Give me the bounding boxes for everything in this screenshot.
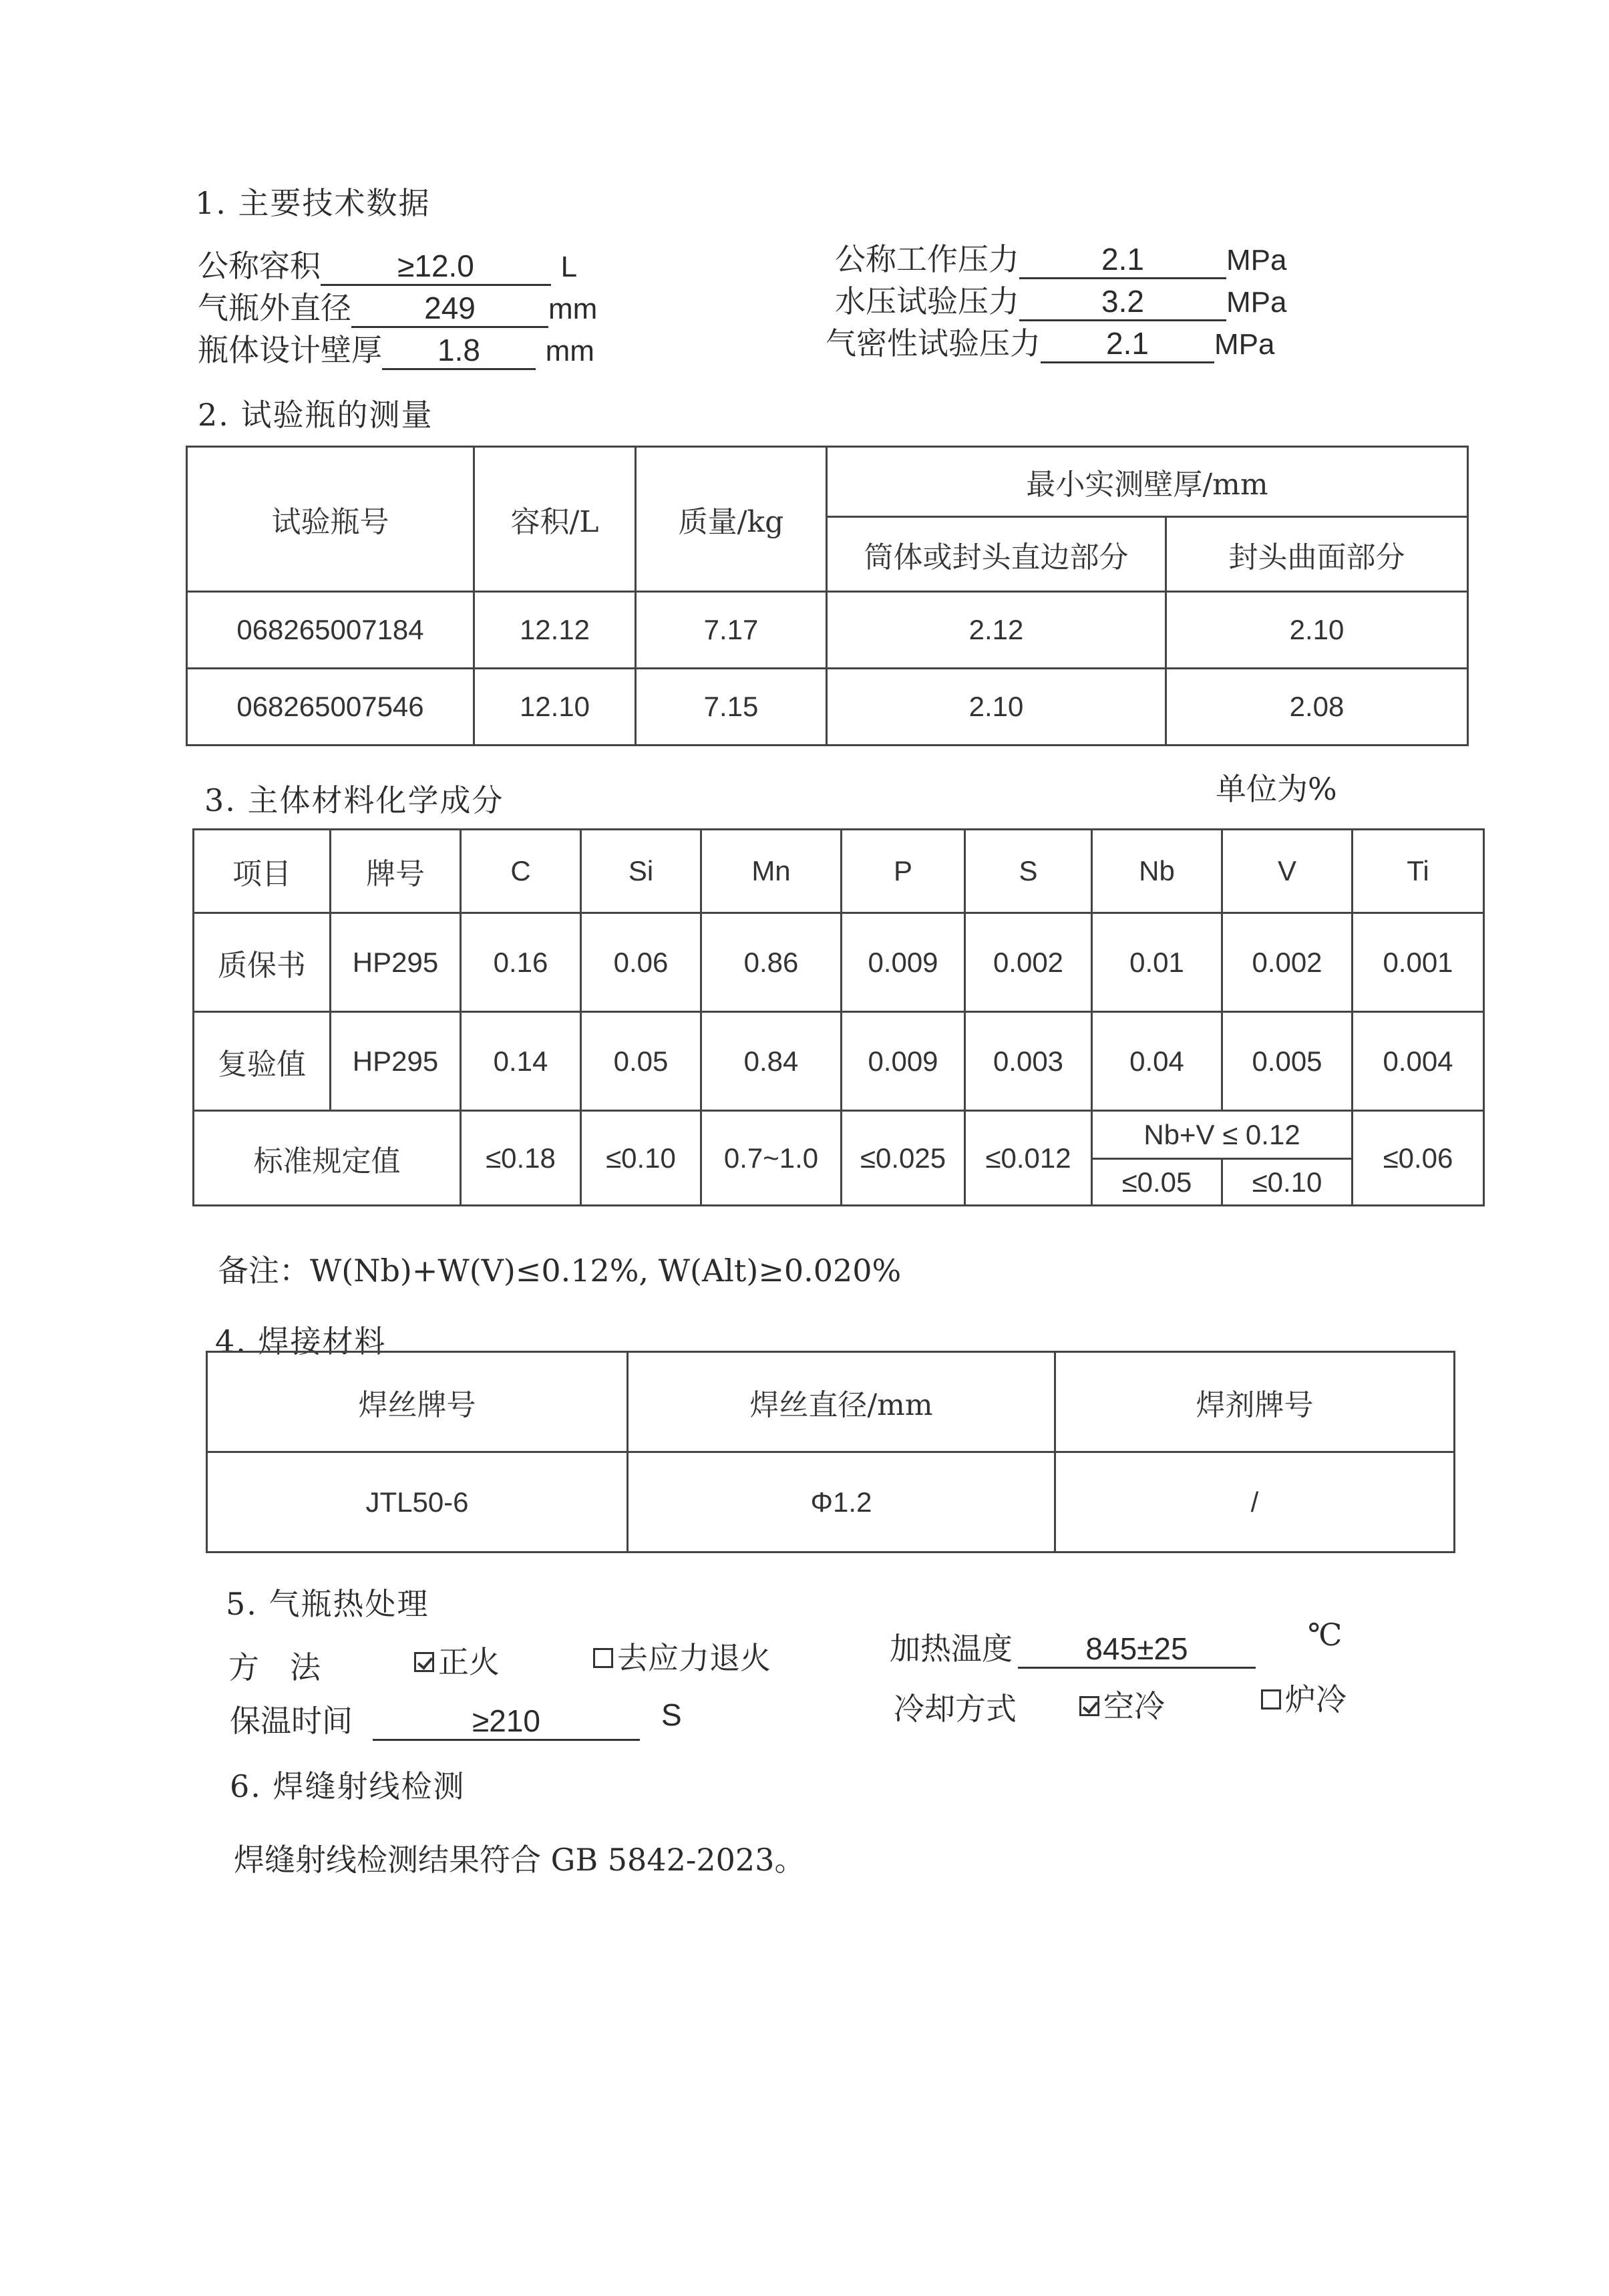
option-air-cool [1079, 1682, 1165, 1726]
header-mn: Mn [701, 830, 842, 913]
heat-temp-label: 加热温度 [890, 1631, 1013, 1667]
heat-temp-row [890, 1625, 1256, 1669]
row-s: 0.003 [965, 1012, 1092, 1111]
section-5-heading: 5. 气瓶热处理 [226, 1586, 429, 1622]
checked-box-icon[interactable] [1079, 1696, 1099, 1716]
table-row [207, 1452, 1455, 1552]
row-mn: 0.86 [701, 913, 842, 1012]
leak-pressure-value: 2.1 [1041, 325, 1214, 363]
hold-time-value: ≥210 [373, 1703, 640, 1741]
header-min-wall: 最小实测壁厚/mm [827, 447, 1468, 517]
heat-temp-unit: ℃ [1308, 1617, 1343, 1653]
section-2-heading: 2. 试验瓶的测量 [198, 397, 433, 433]
header-bottle-no: 试验瓶号 [187, 447, 474, 592]
section-4-heading: 4. 焊接材料 [215, 1323, 387, 1359]
row-c: 0.16 [461, 913, 581, 1012]
row-mn: 0.84 [701, 1012, 842, 1111]
header-s: S [965, 830, 1092, 913]
working-pressure-row [835, 235, 1286, 279]
standard-ti: ≤0.06 [1353, 1111, 1484, 1206]
table-row [194, 1012, 1484, 1111]
outer-diameter-value: 249 [351, 290, 548, 328]
working-pressure-unit: MPa [1226, 244, 1287, 277]
option-furnace-label: 炉冷 [1285, 1681, 1347, 1717]
bottle-cylinder-wall: 2.12 [827, 592, 1166, 669]
row-nb: 0.01 [1092, 913, 1222, 1012]
header-c: C [461, 830, 581, 913]
header-item: 项目 [194, 830, 331, 913]
hydro-pressure-row [835, 277, 1286, 321]
standard-label: 标准规定值 [194, 1111, 461, 1206]
nominal-volume-unit: L [560, 251, 578, 283]
row-ti: 0.001 [1353, 913, 1484, 1012]
wire-grade: JTL50-6 [207, 1452, 628, 1552]
option-furnace-cool [1261, 1675, 1347, 1719]
standard-si: ≤0.10 [581, 1111, 701, 1206]
outer-diameter-label: 气瓶外直径 [198, 290, 351, 326]
leak-pressure-unit: MPa [1214, 328, 1275, 361]
bottle-measurement-table [186, 446, 1469, 746]
heat-temp-value: 845±25 [1018, 1631, 1256, 1669]
standard-p: ≤0.025 [842, 1111, 965, 1206]
section-6-heading: 6. 焊缝射线检测 [230, 1768, 466, 1804]
option-normalize-label: 正火 [438, 1644, 500, 1680]
outer-diameter-row [198, 284, 597, 328]
row-grade: HP295 [331, 1012, 461, 1111]
row-p: 0.009 [842, 1012, 965, 1111]
row-item: 复验值 [194, 1012, 331, 1111]
radiography-result: 焊缝射线检测结果符合 GB 5842-2023。 [234, 1842, 806, 1878]
header-flux-grade: 焊剂牌号 [1055, 1352, 1455, 1452]
header-mass: 质量/kg [636, 447, 827, 592]
nominal-volume-row [198, 242, 577, 286]
design-wall-row [198, 326, 594, 370]
working-pressure-label: 公称工作压力 [835, 241, 1019, 277]
checkbox-icon[interactable] [593, 1648, 613, 1668]
standard-c: ≤0.18 [461, 1111, 581, 1206]
unit-note: 单位为% [1216, 771, 1337, 807]
row-c: 0.14 [461, 1012, 581, 1111]
header-p: P [842, 830, 965, 913]
bottle-head-wall: 2.10 [1166, 592, 1468, 669]
option-stress-relief [593, 1634, 771, 1678]
design-wall-value: 1.8 [382, 332, 536, 370]
row-si: 0.06 [581, 913, 701, 1012]
bottle-volume: 12.12 [474, 592, 636, 669]
header-volume: 容积/L [474, 447, 636, 592]
cooling-label: 冷却方式 [894, 1691, 1017, 1727]
hydro-pressure-value: 3.2 [1019, 283, 1226, 321]
row-s: 0.002 [965, 913, 1092, 1012]
bottle-no: 068265007184 [187, 592, 474, 669]
wire-diameter: Φ1.2 [628, 1452, 1055, 1552]
checked-box-icon[interactable] [414, 1652, 434, 1672]
welding-material-table [206, 1351, 1455, 1553]
option-normalize [414, 1638, 500, 1682]
hold-time-unit: S [661, 1697, 682, 1732]
hydro-pressure-unit: MPa [1226, 286, 1287, 319]
row-ti: 0.004 [1353, 1012, 1484, 1111]
design-wall-label: 瓶体设计壁厚 [198, 332, 382, 368]
standard-mn: 0.7~1.0 [701, 1111, 842, 1206]
table-row [194, 913, 1484, 1012]
header-cylinder: 筒体或封头直边部分 [827, 517, 1166, 592]
standard-v: ≤0.10 [1222, 1159, 1353, 1206]
header-ti: Ti [1353, 830, 1484, 913]
row-si: 0.05 [581, 1012, 701, 1111]
standard-nb: ≤0.05 [1092, 1159, 1222, 1206]
nominal-volume-value: ≥12.0 [321, 248, 551, 286]
standard-s: ≤0.012 [965, 1111, 1092, 1206]
section-1-heading: 1. 主要技术数据 [195, 185, 431, 221]
bottle-mass: 7.15 [636, 669, 827, 746]
bottle-mass: 7.17 [636, 592, 827, 669]
header-wire-grade: 焊丝牌号 [207, 1352, 628, 1452]
row-item: 质保书 [194, 913, 331, 1012]
row-nb: 0.04 [1092, 1012, 1222, 1111]
header-v: V [1222, 830, 1353, 913]
table-row [187, 669, 1468, 746]
row-p: 0.009 [842, 913, 965, 1012]
row-v: 0.005 [1222, 1012, 1353, 1111]
header-grade: 牌号 [331, 830, 461, 913]
row-v: 0.002 [1222, 913, 1353, 1012]
header-si: Si [581, 830, 701, 913]
nominal-volume-label: 公称容积 [198, 248, 321, 284]
flux-grade: / [1055, 1452, 1455, 1552]
hold-time-label: 保温时间 [230, 1703, 353, 1739]
checkbox-icon[interactable] [1261, 1689, 1281, 1709]
bottle-volume: 12.10 [474, 669, 636, 746]
design-wall-unit: mm [545, 335, 594, 367]
method-label: 方 法 [228, 1649, 321, 1685]
bottle-no: 068265007546 [187, 669, 474, 746]
option-air-label: 空冷 [1103, 1688, 1165, 1724]
row-grade: HP295 [331, 913, 461, 1012]
bottle-cylinder-wall: 2.10 [827, 669, 1166, 746]
remark: 备注：W(Nb)+W(V)≤0.12%, W(Alt)≥0.020% [218, 1253, 902, 1289]
working-pressure-value: 2.1 [1019, 241, 1226, 279]
standard-nb-v: Nb+V ≤ 0.12 [1092, 1111, 1353, 1159]
chemical-composition-table [192, 828, 1485, 1206]
bottle-head-wall: 2.08 [1166, 669, 1468, 746]
header-nb: Nb [1092, 830, 1222, 913]
table-row [187, 592, 1468, 669]
outer-diameter-unit: mm [548, 293, 598, 325]
section-3-heading: 3. 主体材料化学成分 [204, 782, 504, 818]
option-stress-label: 去应力退火 [617, 1640, 771, 1676]
leak-pressure-row [826, 319, 1274, 363]
header-wire-diameter: 焊丝直径/mm [628, 1352, 1055, 1452]
header-head: 封头曲面部分 [1166, 517, 1468, 592]
hold-time-row [230, 1697, 640, 1741]
hydro-pressure-label: 水压试验压力 [835, 283, 1019, 319]
leak-pressure-label: 气密性试验压力 [826, 325, 1041, 361]
